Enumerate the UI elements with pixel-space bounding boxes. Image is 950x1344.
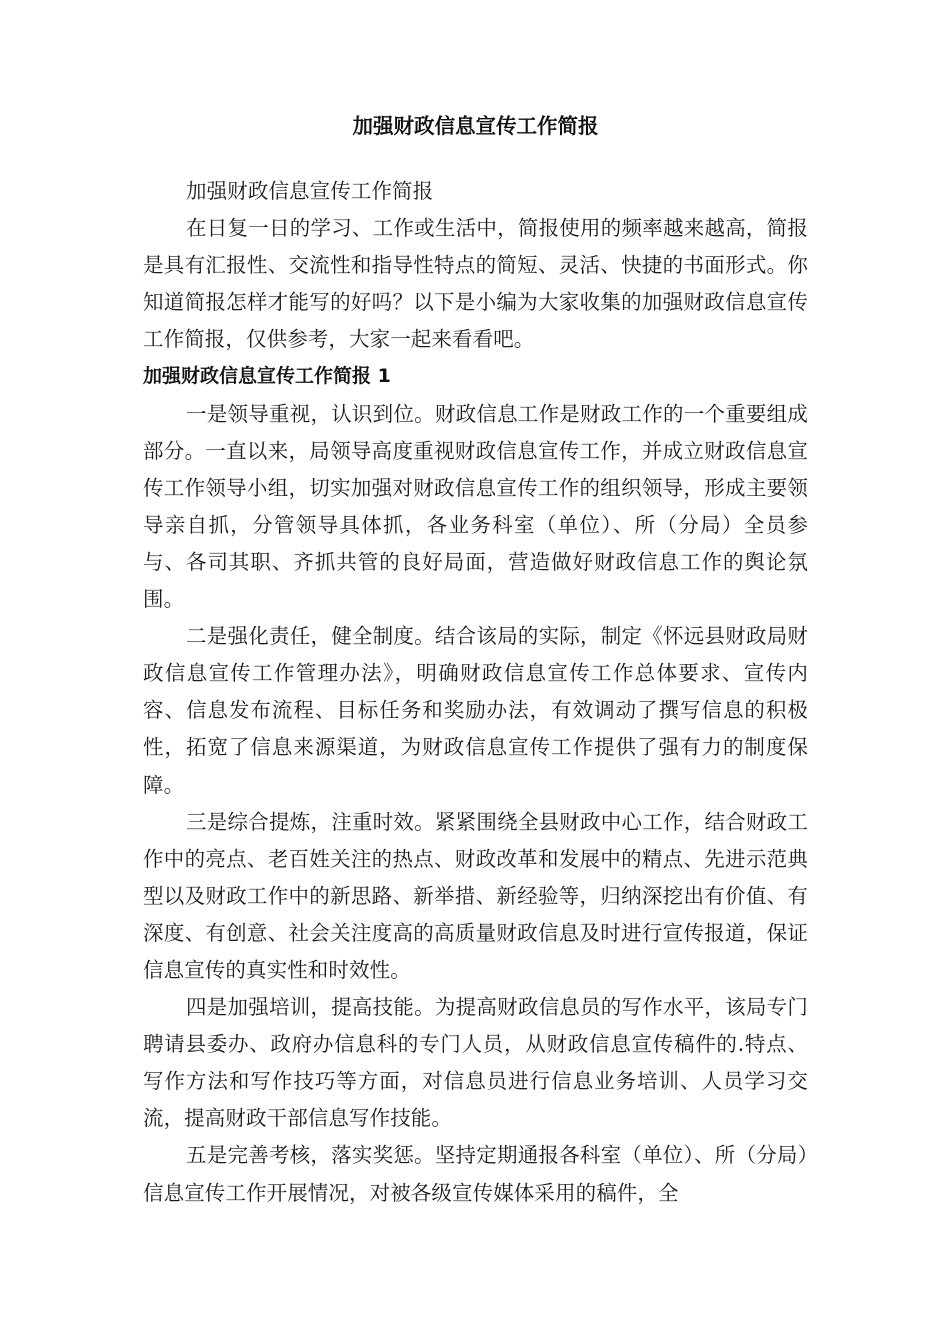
paragraph-assessment: 五是完善考核，落实奖惩。坚持定期通报各科室（单位）、所（分局）信息宣传工作开展情况，对被各级宣传媒体采用的稿件，全 — [143, 1143, 808, 1205]
document-subtitle: 加强财政信息宣传工作简报 — [186, 179, 434, 203]
intro-paragraph: 在日复一日的学习、工作或生活中，简报使用的频率越来越高，简报是具有汇报性、交流性和指导性特点的简短、灵活、快捷的书面形式。你知道简报怎样才能写的好吗？以下是小编为大家收集的加强财政信息宣传工作简报，仅供参考，大家一起来看看吧。 — [143, 216, 808, 352]
section-heading: 加强财政信息宣传工作简报 1 — [143, 365, 391, 388]
paragraph-responsibility: 二是强化责任，健全制度。结合该局的实际，制定《怀远县财政局财政信息宣传工作管理办法》，明确财政信息宣传工作总体要求、宣传内容、信息发布流程、目标任务和奖励办法，有效调动了撰写信息的积极性，拓宽了信息来源渠道，为财政信息宣传工作提供了强有力的制度保障。 — [143, 624, 808, 797]
paragraph-timeliness: 三是综合提炼，注重时效。紧紧围绕全县财政中心工作，结合财政工作中的亮点、老百姓关注的热点、财政改革和发展中的精点、先进示范典型以及财政工作中的新思路、新举措、新经验等，归纳深挖出有价值、有深度、有创意、社会关注度高的高质量财政信息及时进行宣传报道，保证信息宣传的真实性和时效性。 — [143, 809, 808, 982]
document-page — [143, 108, 808, 1212]
document-title: 加强财政信息宣传工作简报 — [352, 114, 599, 138]
paragraph-training: 四是加强培训，提高技能。为提高财政信息员的写作水平，该局专门聘请县委办、政府办信息科的专门人员，从财政信息宣传稿件的.特点、写作方法和写作技巧等方面，对信息员进行信息业务培训、人员学习交流，提高财政干部信息写作技能。 — [143, 995, 808, 1131]
paragraph-leadership: 一是领导重视，认识到位。财政信息工作是财政工作的一个重要组成部分。一直以来，局领导高度重视财政信息宣传工作，并成立财政信息宣传工作领导小组，切实加强对财政信息宣传工作的组织领导，形成主要领导亲自抓，分管领导具体抓，各业务科室（单位）、所（分局）全员参与、各司其职、齐抓共管的良好局面，营造做好财政信息工作的舆论氛围。 — [143, 401, 808, 612]
